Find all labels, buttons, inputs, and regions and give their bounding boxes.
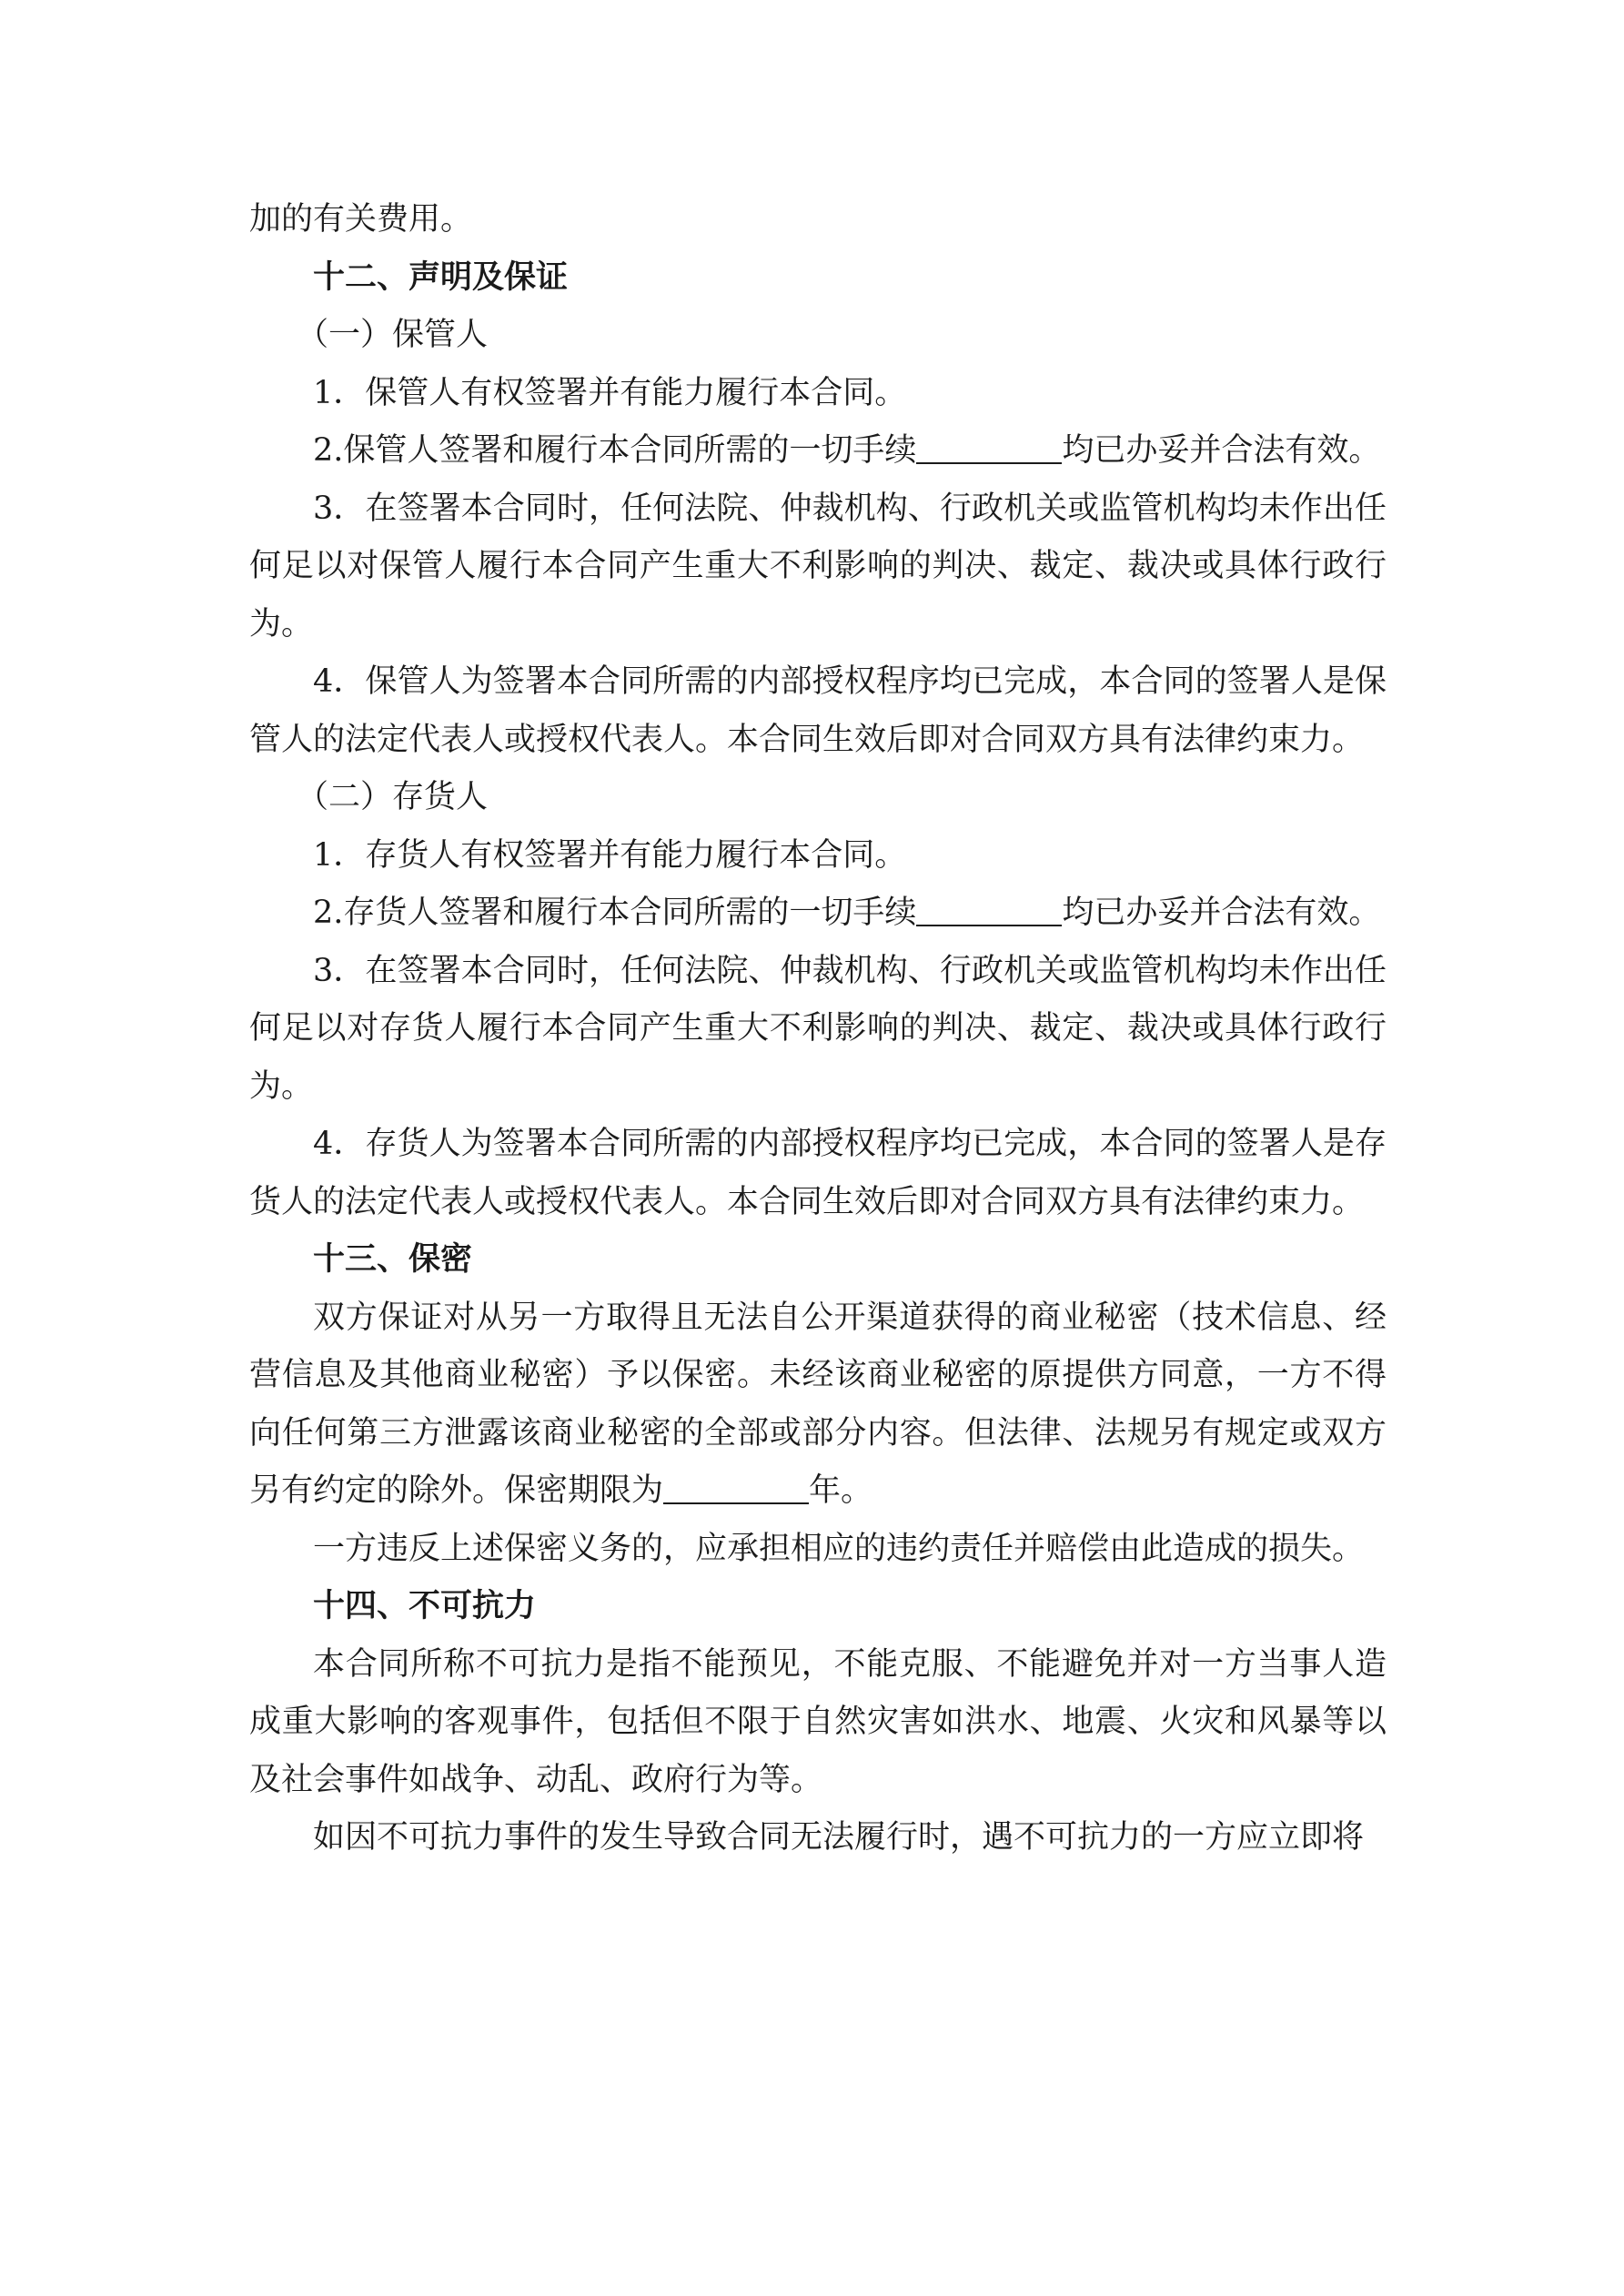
confidentiality-text: 双方保证对从另一方取得且无法自公开渠道获得的商业秘密（技术信息、经营信息及其他商业秘密）予以保密。未经该商业秘密的原提供方同意，一方不得向任何第三方泄露该商业秘密的全部或部分内容。但法律、法规另有规定或双方另有约定的除外。保密期限为 [249, 1299, 1387, 1509]
clause-depositor-4: 4．存货人为签署本合同所需的内部授权程序均已完成，本合同的签署人是存货人的法定代表人或授权代表人。本合同生效后即对合同双方具有法律约束力。 [249, 1126, 1387, 1220]
clause-custodian-2-text: 2.保管人签署和履行本合同所需的一切手续 [313, 432, 917, 469]
clause-depositor-1: 1．存货人有权签署并有能力履行本合同。 [313, 836, 907, 874]
clause-custodian-4: 4．保管人为签署本合同所需的内部授权程序均已完成，本合同的签署人是保管人的法定代表人或授权代表人。本合同生效后即对合同双方具有法律约束力。 [249, 663, 1387, 758]
subsection-heading-depositor: （二）存货人 [297, 779, 489, 815]
fill-in-blank[interactable] [916, 894, 1062, 926]
section-heading-12: 十二、声明及保证 [313, 258, 569, 296]
fill-in-blank[interactable] [663, 1472, 809, 1504]
clause-custodian-3: 3．在签署本合同时，任何法院、仲裁机构、行政机关或监管机构均未作出任何足以对保管人履行本合同产生重大不利影响的判决、裁定、裁决或具体行政行为。 [249, 490, 1387, 642]
confidentiality-breach-paragraph: 一方违反上述保密义务的，应承担相应的违约责任并赔偿由此造成的损失。 [313, 1530, 1365, 1567]
confidentiality-paragraph [249, 1290, 1387, 1521]
section-heading-14: 十四、不可抗力 [313, 1588, 537, 1624]
clause-depositor-2 [249, 885, 1387, 943]
force-majeure-definition: 本合同所称不可抗力是指不能预见，不能克服、不能避免并对一方当事人造成重大影响的客观事件，包括但不限于自然灾害如洪水、地震、火灾和风暴等以及社会事件如战争、动乱、政府行为等。 [249, 1645, 1387, 1798]
clause-custodian-2-tail: 均已办妥并合法有效。 [1062, 432, 1381, 469]
clause-depositor-3: 3．在签署本合同时，任何法院、仲裁机构、行政机关或监管机构均未作出任何足以对存货人履行本合同产生重大不利影响的判决、裁定、裁决或具体行政行为。 [249, 952, 1387, 1105]
document-body [249, 191, 1387, 1867]
clause-custodian-1: 1．保管人有权签署并有能力履行本合同。 [313, 374, 907, 411]
clause-custodian-2 [249, 422, 1387, 480]
force-majeure-procedure: 如因不可抗力事件的发生导致合同无法履行时，遇不可抗力的一方应立即将 [313, 1819, 1365, 1856]
clause-depositor-2-tail: 均已办妥并合法有效。 [1062, 895, 1381, 931]
paragraph-continuation: 加的有关费用。 [249, 201, 473, 238]
subsection-heading-custodian: （一）保管人 [297, 317, 489, 353]
section-heading-13: 十三、保密 [313, 1241, 473, 1278]
confidentiality-tail: 年。 [809, 1472, 873, 1509]
fill-in-blank[interactable] [916, 431, 1062, 464]
clause-depositor-2-text: 2.存货人签署和履行本合同所需的一切手续 [313, 895, 917, 931]
